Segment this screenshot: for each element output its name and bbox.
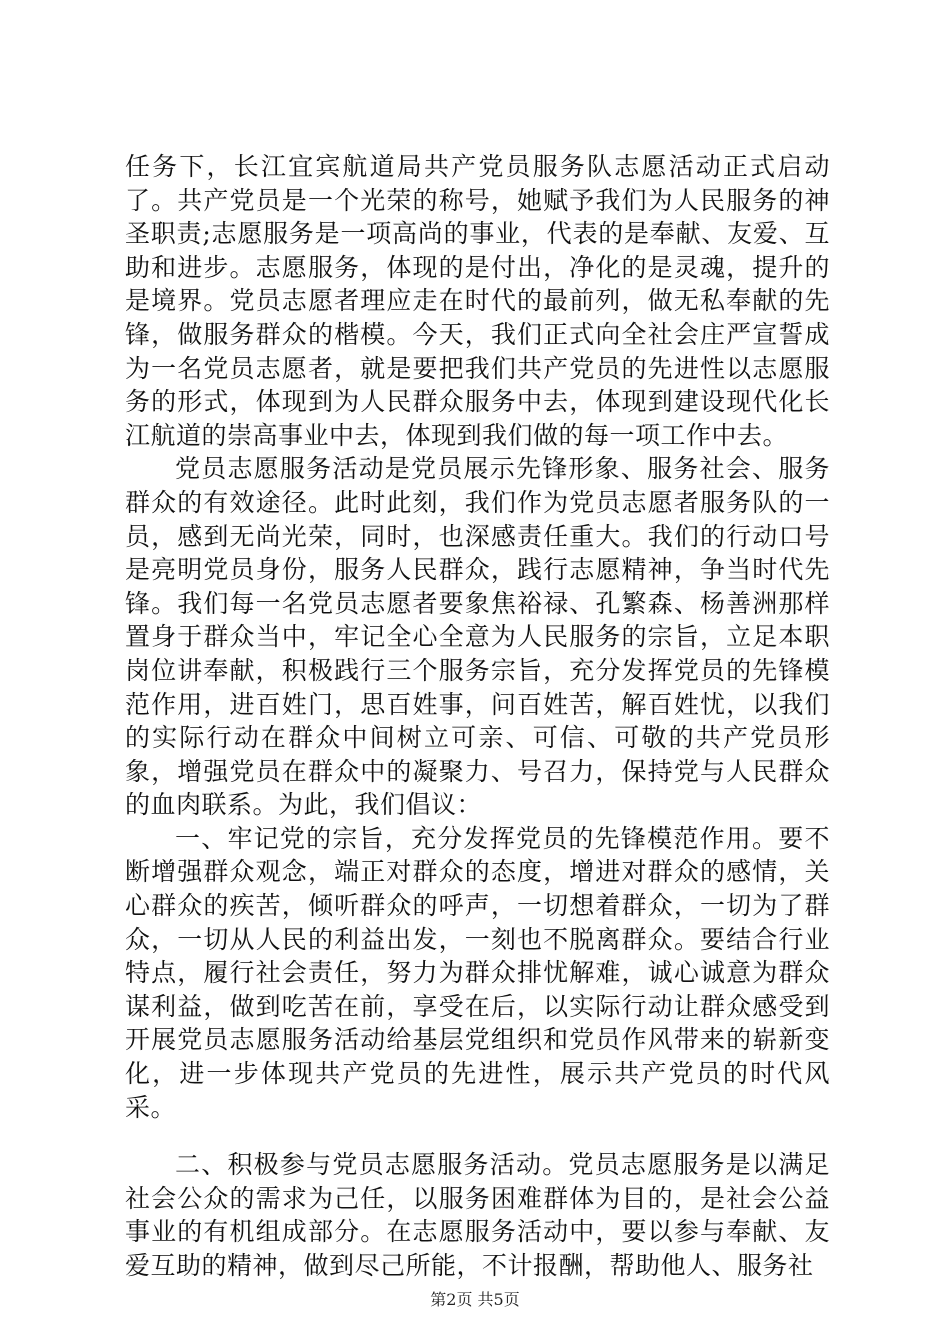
page-number-footer: 第2页 共5页 bbox=[430, 1290, 520, 1309]
paragraph-proposal-two: 二、积极参与党员志愿服务活动。党员志愿服务是以满足社会公众的需求为己任，以服务困难群体为目的，是社会公益事业的有机组成部分。在志愿服务活动中，要以参与奉献、友爱互助的精神，做到尽己所能，不计报酬，帮助他人、服务社 bbox=[125, 1150, 830, 1280]
paragraph-proposal-one: 一、牢记党的宗旨，充分发挥党员的先锋模范作用。要不断增强群众观念，端正对群众的态度，增进对群众的感情，关心群众的疾苦，倾听群众的呼声，一切想着群众，一切为了群众，一切从人民的利益出发，一刻也不脱离群众。要结合行业特点，履行社会责任，努力为群众排忧解难，诚心诚意为群众谋利益，做到吃苦在前，享受在后，以实际行动让群众感受到开展党员志愿服务活动给基层党组织和党员作风带来的崭新变化，进一步体现共产党员的先进性，展示共产党员的时代风采。 bbox=[125, 823, 830, 1122]
paragraph-activity-intro: 党员志愿服务活动是党员展示先锋形象、服务社会、服务群众的有效途径。此时此刻，我们作为党员志愿者服务队的一员，感到无尚光荣，同时，也深感责任重大。我们的行动口号是亮明党员身份，服务人民群众，践行志愿精神，争当时代先锋。我们每一名党员志愿者要象焦裕禄、孔繁森、杨善洲那样置身于群众当中，牢记全心全意为人民服务的宗旨，立足本职岗位讲奉献，积极践行三个服务宗旨，充分发挥党员的先锋模范作用，进百姓门，思百姓事，问百姓苦，解百姓忧，以我们的实际行动在群众中间树立可亲、可信、可敬的共产党员形象，增强党员在群众中的凝聚力、号召力，保持党与人民群众的血肉联系。为此，我们倡议： bbox=[125, 454, 830, 820]
paragraph-continuation: 任务下，长江宜宾航道局共产党员服务队志愿活动正式启动了。共产党员是一个光荣的称号，她赋予我们为人民服务的神圣职责;志愿服务是一项高尚的事业，代表的是奉献、友爱、互助和进步。志愿服务，体现的是付出，净化的是灵魂，提升的是境界。党员志愿者理应走在时代的最前列，做无私奉献的先锋，做服务群众的楷模。今天，我们正式向全社会庄严宣誓成为一名党员志愿者，就是要把我们共产党员的先进性以志愿服务的形式，体现到为人民群众服务中去，体现到建设现代化长江航道的崇高事业中去，体现到我们做的每一项工作中去。 bbox=[125, 152, 830, 450]
document-body bbox=[125, 150, 830, 1283]
